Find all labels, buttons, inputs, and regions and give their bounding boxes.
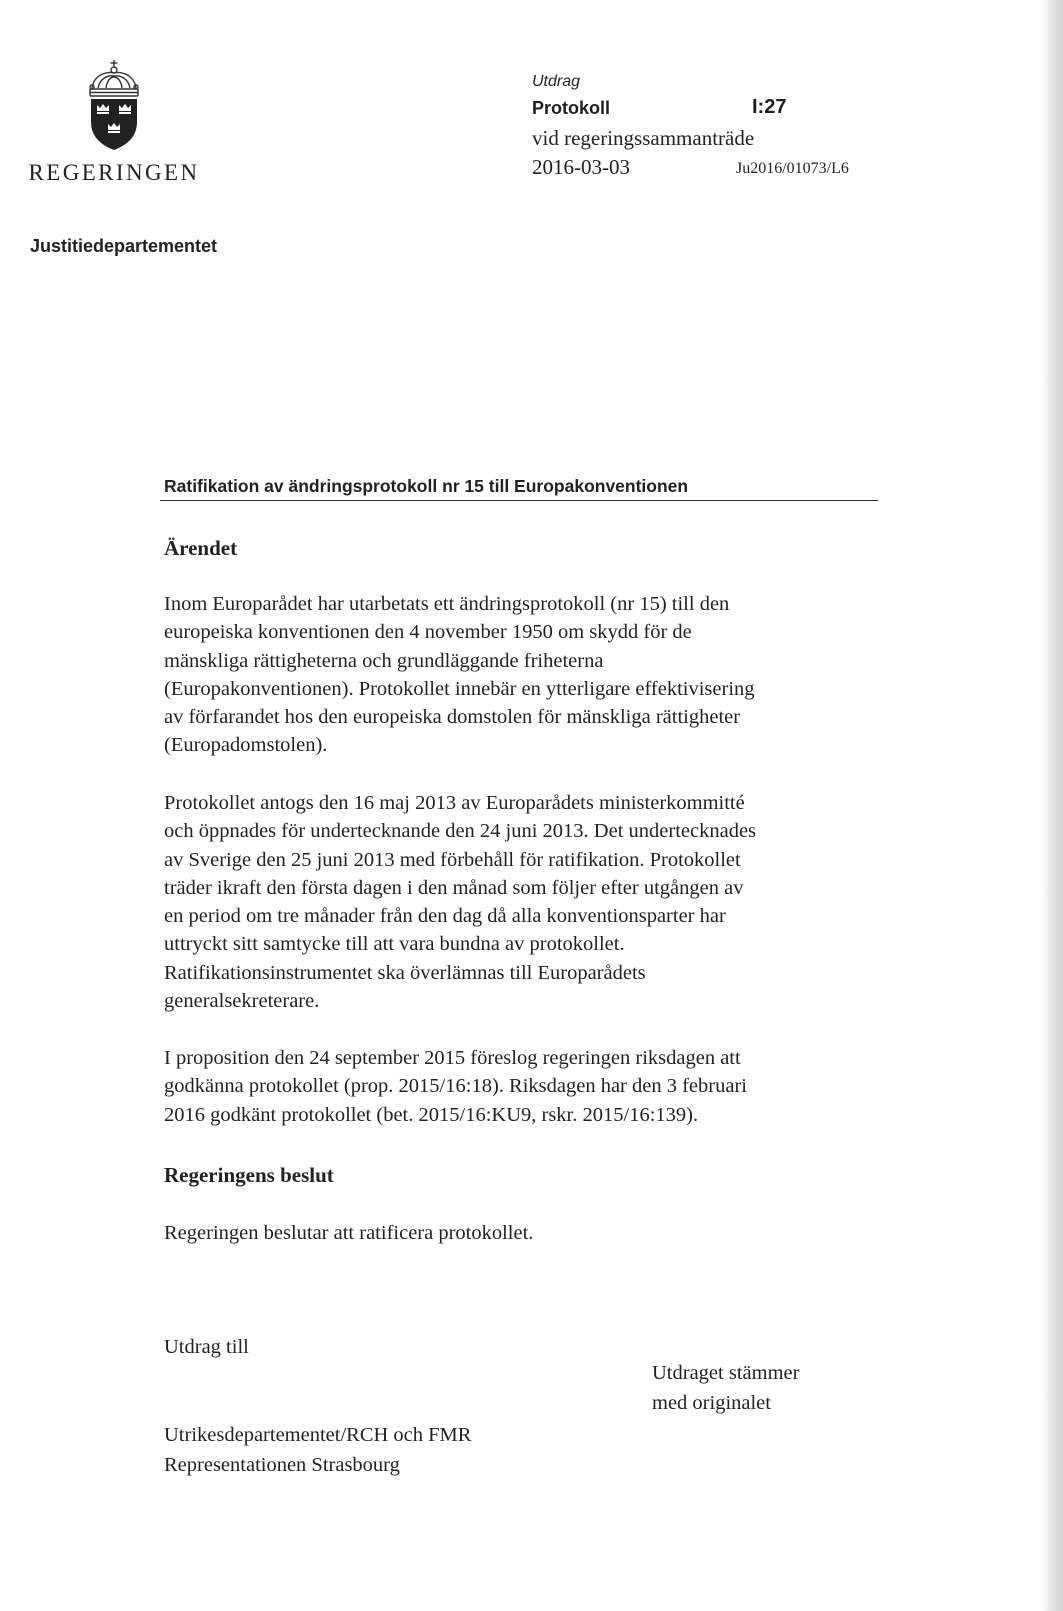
protocol-label: Protokoll [532, 98, 611, 118]
text-line: mänskliga rättigheterna och grundläggande friheterna [164, 649, 604, 672]
text-line: europeiska konventionen den 4 november 1950 om skydd för de [164, 621, 692, 644]
section-heading-arendet: Ärendet [164, 536, 238, 560]
document-type: Utdrag [532, 73, 581, 90]
text-line: godkänna protokollet (prop. 2015/16:18). Riksdagen har den 3 februari [164, 1075, 747, 1098]
text-line: av förfarandet hos den europeiska domstolen för mänskliga rättigheter [164, 706, 741, 729]
text-line: (Europadomstolen). [164, 734, 328, 757]
text-line: uttryckt sitt samtycke till att vara bundna av protokollet. [164, 933, 625, 956]
subject-title: Ratifikation av ändringsprotokoll nr 15 till Europakonventionen [164, 476, 689, 496]
reference-number: Ju2016/01073/L6 [736, 160, 849, 177]
text-line: I proposition den 24 september 2015 föreslog regeringen riksdagen att [164, 1047, 741, 1069]
text-line: Inom Europarådet har utarbetats ett ändringsprotokoll (nr 15) till den [164, 593, 730, 615]
text-line: träder ikraft den första dagen i den månad som följer efter utgången av [164, 876, 744, 899]
section-heading-beslut: Regeringens beslut [164, 1163, 334, 1187]
text-line: Ratifikationsinstrumentet ska överlämnas till Europarådets [164, 961, 646, 984]
recipient-item: Representationen Strasbourg [164, 1454, 400, 1476]
text-line: Protokollet antogs den 16 maj 2013 av Europarådets ministerkommitté [164, 792, 745, 814]
paragraph-1 [164, 590, 874, 760]
text-line: en period om tre månader från den dag då alla konventionsparter har [164, 905, 726, 928]
text-line: generalsekreterare. [164, 990, 320, 1013]
text-line: (Europakonventionen). Protokollet innebär en ytterligare effektivisering [164, 677, 755, 700]
date-row [532, 153, 912, 183]
meeting-date: 2016-03-03 [532, 155, 630, 179]
certification-note [652, 1358, 872, 1418]
recipient-item: Utrikesdepartementet/RCH och FMR [164, 1424, 472, 1446]
text-line: Regeringen beslutar att ratificera protokollet. [164, 1222, 534, 1244]
protocol-number: I:27 [752, 96, 787, 118]
paragraph-2 [164, 789, 874, 1015]
subject-underline [160, 500, 878, 501]
scan-edge [1041, 0, 1063, 1611]
decision-text [164, 1219, 874, 1247]
government-logo [22, 58, 206, 186]
department-name: Justitiedepartementet [30, 236, 218, 256]
certification-line: med originalet [652, 1392, 771, 1414]
protocol-header [532, 72, 912, 183]
logo-wordmark: REGERINGEN [28, 160, 200, 185]
certification-line: Utdraget stämmer [652, 1362, 800, 1384]
text-line: 2016 godkänt protokollet (bet. 2015/16:KU9, rskr. 2015/16:139). [164, 1103, 699, 1126]
crown-shield-icon [78, 58, 150, 154]
recipient-list [164, 1420, 664, 1480]
text-line: av Sverige den 25 juni 2013 med förbehåll för ratifikation. Protokollet [164, 848, 741, 871]
meeting-type: vid regeringssammanträde [532, 126, 755, 150]
extract-to-label: Utdrag till [164, 1336, 249, 1358]
paragraph-3 [164, 1044, 874, 1129]
protocol-row [532, 95, 912, 123]
text-line: och öppnades för undertecknande den 24 juni 2013. Det undertecknades [164, 820, 757, 843]
